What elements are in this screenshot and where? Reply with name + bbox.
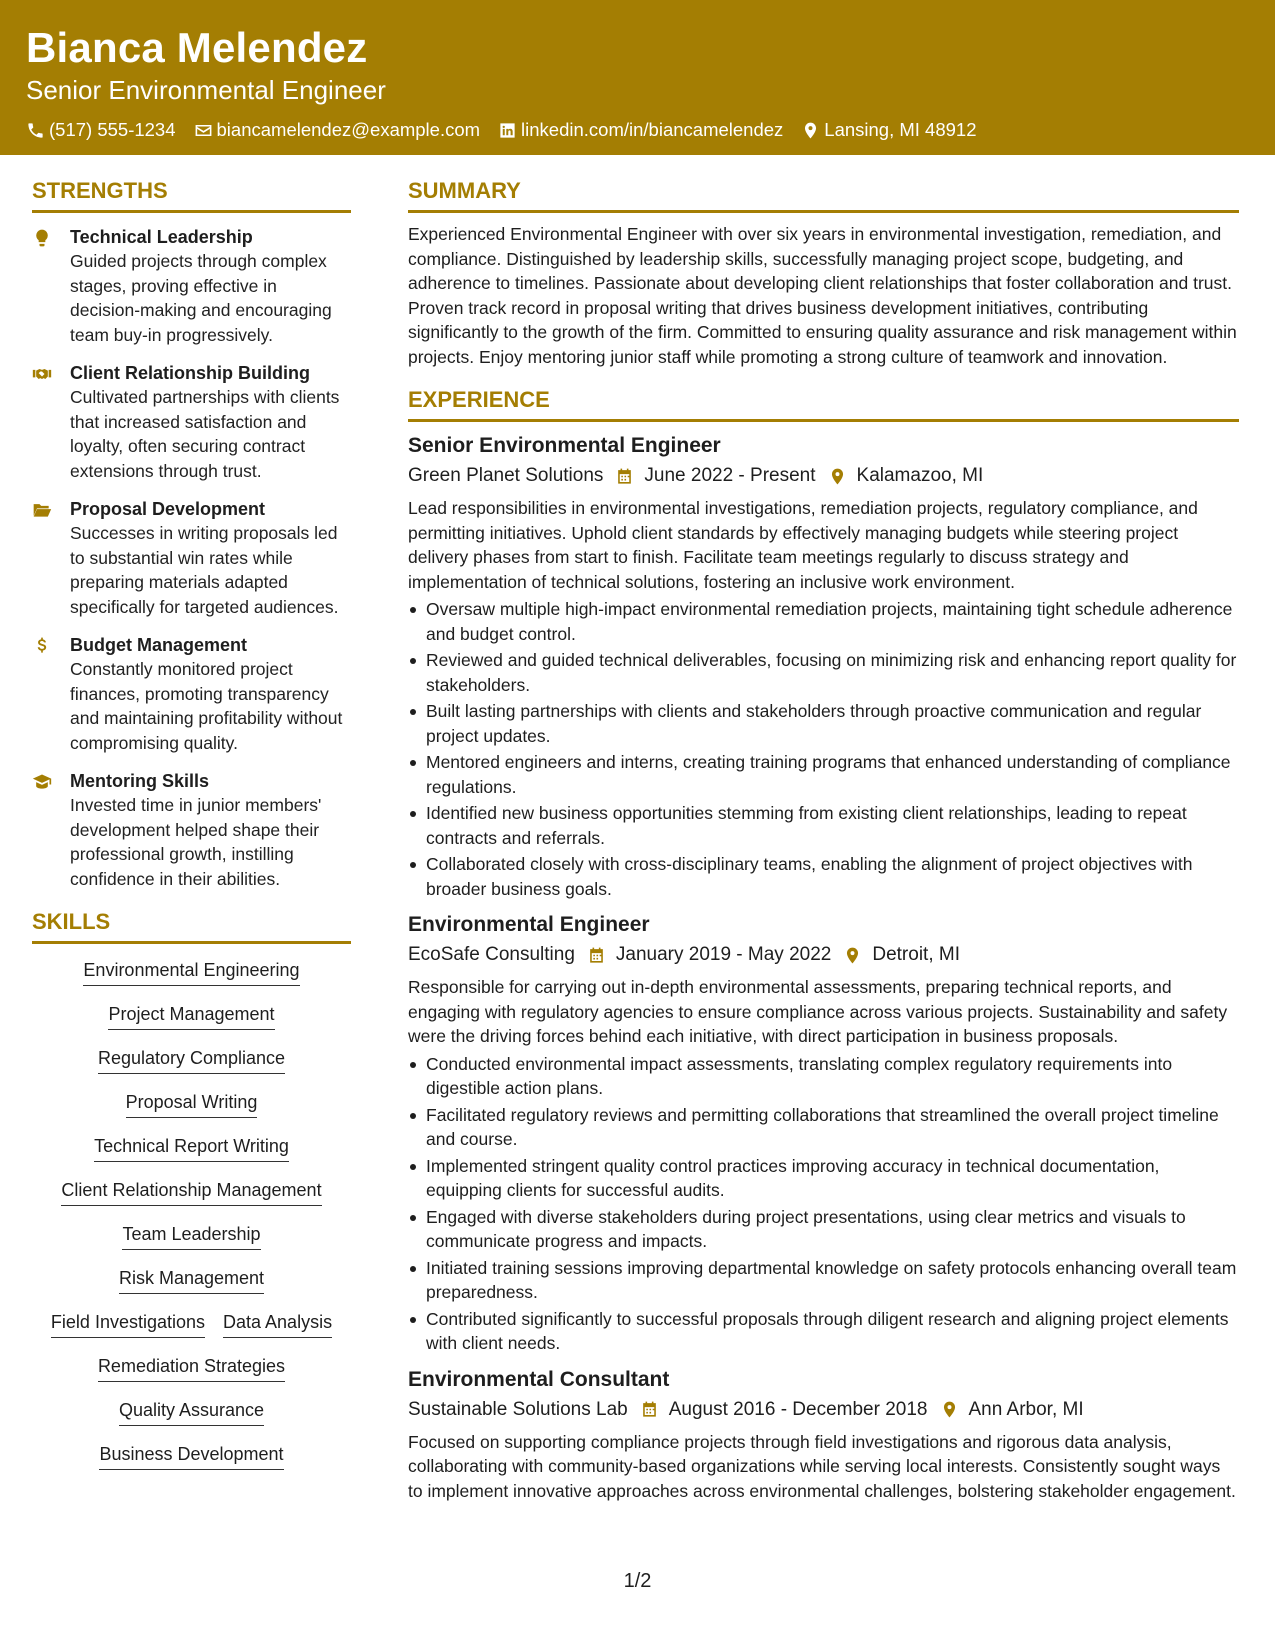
handshake-icon: [32, 364, 52, 384]
strength-desc: Invested time in junior members' development helped shape their professional growth, instilling confidence in their abilities.: [70, 795, 322, 889]
strength-item: [32, 361, 351, 483]
left-column: [32, 176, 351, 1486]
job-company: Green Planet Solutions: [408, 465, 604, 486]
job-dates: June 2022 - Present: [644, 465, 816, 486]
strength-name: Mentoring Skills: [70, 771, 210, 791]
strength-name: Proposal Development: [70, 499, 266, 519]
job-entry: [408, 911, 1239, 1356]
strength-item: [32, 497, 351, 619]
job-meta: [408, 1396, 1239, 1424]
strength-desc: Constantly monitored project finances, promoting transparency and maintaining profitability without compromising quality.: [70, 659, 343, 753]
contact-email-text[interactable]: biancamelendez@example.com: [216, 119, 481, 140]
list-item: Contributed significantly to successful proposals through diligent research and aligning project elements with client needs.: [408, 1307, 1239, 1356]
skill-tag: Field Investigations: [51, 1310, 205, 1338]
location-pin-icon: [843, 946, 862, 965]
strength-name: Client Relationship Building: [70, 363, 310, 383]
skill-tag: Technical Report Writing: [94, 1134, 289, 1162]
job-location: Detroit, MI: [872, 944, 960, 965]
contact-location: [801, 118, 976, 142]
skill-tag: Proposal Writing: [126, 1090, 258, 1118]
candidate-title: Senior Environmental Engineer: [26, 75, 386, 105]
strength-item: [32, 225, 351, 347]
list-item: Built lasting partnerships with clients and stakeholders through proactive communication and regular project updates.: [408, 699, 1239, 748]
location-pin-icon: [828, 467, 847, 486]
candidate-name: Bianca Melendez: [26, 24, 368, 71]
contact-phone: [26, 118, 176, 142]
skill-tag: Regulatory Compliance: [98, 1046, 285, 1074]
location-pin-icon: [801, 121, 820, 140]
calendar-icon: [615, 467, 634, 486]
strength-item: [32, 769, 351, 891]
job-meta: [408, 462, 1239, 490]
graduation-cap-icon: [32, 772, 52, 792]
skill-tag: Environmental Engineering: [83, 958, 299, 986]
skill-tag: Data Analysis: [223, 1310, 332, 1338]
list-item: Reviewed and guided technical deliverables, focusing on minimizing risk and enhancing report quality for stakeholders.: [408, 648, 1239, 697]
strength-desc: Cultivated partnerships with clients that increased satisfaction and loyalty, often securing contract extensions through trust.: [70, 387, 340, 481]
contact-linkedin-text[interactable]: linkedin.com/in/biancamelendez: [521, 119, 784, 140]
list-item: Implemented stringent quality control practices improving accuracy in technical documentation, equipping clients for successful audits.: [408, 1154, 1239, 1203]
contact-linkedin[interactable]: [498, 118, 783, 142]
calendar-icon: [587, 946, 606, 965]
strength-name: Technical Leadership: [70, 227, 253, 247]
job-entry: [408, 432, 1239, 901]
calendar-icon: [640, 1400, 659, 1419]
skills-list: [32, 958, 351, 1486]
resume-header: [0, 0, 1275, 155]
list-item: Engaged with diverse stakeholders during project presentations, using clear metrics and visuals to communicate progress and impacts.: [408, 1205, 1239, 1254]
list-item: Oversaw multiple high-impact environmental remediation projects, maintaining tight schedule adherence and budget control.: [408, 597, 1239, 646]
skill-tag: Project Management: [108, 1002, 274, 1030]
list-item: Collaborated closely with cross-disciplinary teams, enabling the alignment of project objectives with broader business goals.: [408, 852, 1239, 901]
skill-tag: Quality Assurance: [119, 1398, 264, 1426]
dollar-icon: [32, 636, 52, 656]
folder-open-icon: [32, 500, 52, 520]
strength-desc: Guided projects through complex stages, proving effective in decision-making and encouraging team buy-in progressively.: [70, 251, 332, 345]
strengths-list: [32, 225, 351, 891]
phone-icon: [26, 121, 45, 140]
list-item: Conducted environmental impact assessments, translating complex regulatory requirements into digestible action plans.: [408, 1052, 1239, 1101]
right-column: [408, 176, 1239, 1503]
skill-tag: Business Development: [99, 1442, 283, 1470]
contact-row: [26, 118, 1249, 142]
linkedin-icon: [498, 121, 517, 140]
strength-name: Budget Management: [70, 635, 248, 655]
summary-text: Experienced Environmental Engineer with over six years in environmental investigation, remediation, and compliance. Distinguished by leadership skills, successfully managing project scope, budgeting, and adherence to timelines. Passionate about developing client relationships that foster collaboration and trust. Proven track record in proposal writing that drives business development initiatives, contributing significantly to the growth of the firm. Committed to ensuring quality assurance and risk management within projects. Enjoy mentoring junior staff while promoting a strong culture of teamwork and innovation.: [408, 224, 1237, 367]
list-item: Initiated training sessions improving departmental knowledge on safety protocols enhancing overall team preparedness.: [408, 1256, 1239, 1305]
list-item: Facilitated regulatory reviews and permitting collaborations that streamlined the overall project timeline and course.: [408, 1103, 1239, 1152]
job-company: EcoSafe Consulting: [408, 944, 575, 965]
skill-tag: Remediation Strategies: [98, 1354, 285, 1382]
job-bullets: [408, 1052, 1239, 1356]
skill-tag: Team Leadership: [122, 1222, 260, 1250]
list-item: Mentored engineers and interns, creating training programs that enhanced understanding of compliance regulations.: [408, 750, 1239, 799]
job-meta: [408, 941, 1239, 969]
contact-phone-text: (517) 555-1234: [49, 119, 176, 140]
job-dates: January 2019 - May 2022: [615, 944, 832, 965]
job-entry: [408, 1366, 1239, 1504]
skill-tag: Client Relationship Management: [61, 1178, 321, 1206]
job-location: Ann Arbor, MI: [968, 1398, 1084, 1420]
job-description: Lead responsibilities in environmental investigations, remediation projects, regulatory compliance, and permitting initiatives. Uphold client standards by effectively managing budgets while steering project delivery phases from start to finish. Facilitate team meetings regularly to discuss strategy and implementation of technical solutions, fostering an inclusive work environment.: [408, 498, 1198, 592]
job-location: Kalamazoo, MI: [856, 465, 984, 486]
job-company: Sustainable Solutions Lab: [408, 1398, 628, 1420]
envelope-icon: [194, 121, 213, 140]
experience-heading: EXPERIENCE: [408, 385, 1239, 422]
job-title: Environmental Engineer: [408, 913, 650, 936]
summary-heading: SUMMARY: [408, 176, 1239, 213]
location-pin-icon: [940, 1400, 959, 1419]
skill-tag: Risk Management: [119, 1266, 264, 1294]
strength-desc: Successes in writing proposals led to substantial win rates while preparing materials adapted specifically for targeted audiences.: [70, 523, 339, 617]
strengths-heading: STRENGTHS: [32, 176, 351, 213]
list-item: Identified new business opportunities stemming from existing client relationships, leading to repeat contracts and referrals.: [408, 801, 1239, 850]
job-title: Environmental Consultant: [408, 1367, 670, 1391]
skills-heading: SKILLS: [32, 907, 351, 944]
strength-item: [32, 633, 351, 755]
job-dates: August 2016 - December 2018: [668, 1398, 928, 1420]
job-description: Focused on supporting compliance projects through field investigations and rigorous data analysis, collaborating with community-based organizations while serving local interests. Consistently sought ways to implement innovative approaches across environmental challenges, bolstering stakeholder engagement.: [408, 1431, 1236, 1501]
job-description: Responsible for carrying out in-depth environmental assessments, preparing technical reports, and engaging with regulatory agencies to ensure compliance across various projects. Sustainability and safety were the driving forces behind each initiative, with direct participation in business proposals.: [408, 977, 1228, 1046]
job-title: Senior Environmental Engineer: [408, 434, 721, 457]
lightbulb-icon: [32, 228, 52, 248]
contact-location-text: Lansing, MI 48912: [824, 119, 977, 140]
page-number: 1/2: [623, 1570, 652, 1592]
job-bullets: [408, 597, 1239, 901]
contact-email[interactable]: [194, 118, 481, 142]
